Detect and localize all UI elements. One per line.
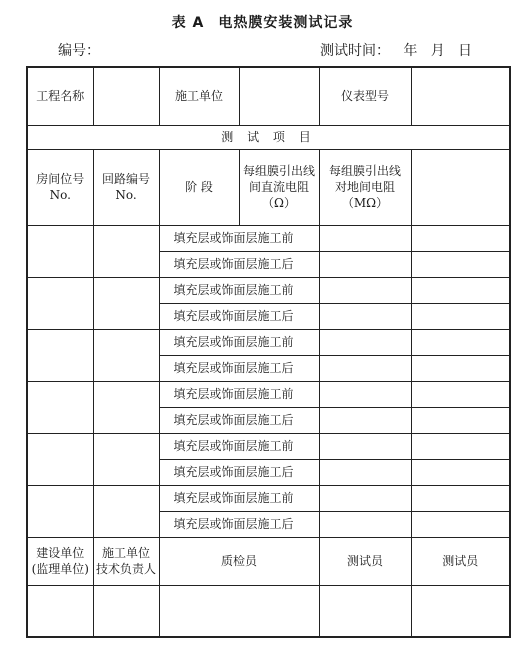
insulation-cell[interactable] [319,303,411,329]
insulation-cell[interactable] [319,407,411,433]
circuit-no-header: 回路编号 No. [93,149,159,225]
stage-after-label: 填充层或饰面层施工后 [159,407,319,433]
extra-cell[interactable] [411,459,510,485]
tech-lead-label: 施工单位 技术负责人 [93,537,159,585]
extra-cell[interactable] [411,277,510,303]
extra-cell[interactable] [411,433,510,459]
extra-cell[interactable] [411,251,510,277]
document-title [0,12,525,32]
room-no-cell[interactable] [27,433,93,485]
stage-before-label: 填充层或饰面层施工前 [159,485,319,511]
extra-cell[interactable] [411,329,510,355]
stage-before-label: 填充层或饰面层施工前 [159,381,319,407]
stage-header: 阶 段 [159,149,239,225]
owner-unit-label: 建设单位 (监理单位) [27,537,93,585]
stage-after-label: 填充层或饰面层施工后 [159,459,319,485]
stage-after-label: 填充层或饰面层施工后 [159,251,319,277]
stage-after-label: 填充层或饰面层施工后 [159,303,319,329]
tech-lead-signature-cell[interactable] [93,585,159,637]
test-record-table [26,66,511,638]
tester-signature-cell[interactable] [319,585,411,637]
circuit-no-cell[interactable] [93,277,159,329]
stage-before-label: 填充层或饰面层施工前 [159,225,319,251]
stage-before-label: 填充层或饰面层施工前 [159,277,319,303]
room-no-cell[interactable] [27,485,93,537]
insulation-cell[interactable] [319,277,411,303]
room-no-cell[interactable] [27,381,93,433]
insulation-cell[interactable] [319,329,411,355]
project-name-value[interactable] [93,67,159,125]
insulation-cell[interactable] [319,251,411,277]
extra-cell[interactable] [411,511,510,537]
extra-cell[interactable] [411,485,510,511]
room-no-header: 房间位号 No. [27,149,93,225]
construction-unit-label: 施工单位 [159,67,239,125]
insulation-cell[interactable] [319,381,411,407]
instrument-model-value[interactable] [411,67,510,125]
circuit-no-cell[interactable] [93,433,159,485]
insulation-cell[interactable] [319,225,411,251]
construction-unit-value[interactable] [239,67,319,125]
extra-cell[interactable] [411,381,510,407]
tester-signature-cell[interactable] [411,585,510,637]
circuit-no-cell[interactable] [93,381,159,433]
insulation-cell[interactable] [319,433,411,459]
extra-cell[interactable] [411,303,510,329]
test-items-header: 测 试 项 目 [27,125,510,149]
stage-after-label: 填充层或饰面层施工后 [159,511,319,537]
quality-inspector-label: 质检员 [159,537,319,585]
tester-label: 测试员 [319,537,411,585]
instrument-model-label: 仪表型号 [319,67,411,125]
dc-resistance-header: 每组膜引出线 间直流电阻 （Ω） [239,149,319,225]
number-label: 编号： [58,43,100,59]
room-no-cell[interactable] [27,225,93,277]
room-no-cell[interactable] [27,329,93,381]
insulation-cell[interactable] [319,511,411,537]
stage-before-label: 填充层或饰面层施工前 [159,433,319,459]
insulation-cell[interactable] [319,459,411,485]
owner-signature-cell[interactable] [27,585,93,637]
stage-before-label: 填充层或饰面层施工前 [159,329,319,355]
room-no-cell[interactable] [27,277,93,329]
extra-cell[interactable] [411,407,510,433]
insulation-cell[interactable] [319,355,411,381]
project-name-label: 工程名称 [27,67,93,125]
circuit-no-cell[interactable] [93,225,159,277]
blank-header [411,149,510,225]
extra-cell[interactable] [411,225,510,251]
insulation-cell[interactable] [319,485,411,511]
title-text: 电热膜安装测试记录 [218,15,354,31]
extra-cell[interactable] [411,355,510,381]
tester-label: 测试员 [411,537,510,585]
circuit-no-cell[interactable] [93,329,159,381]
table-label: 表 A [171,15,205,31]
quality-inspector-signature-cell[interactable] [159,585,319,637]
stage-after-label: 填充层或饰面层施工后 [159,355,319,381]
test-time-label: 测试时间： 年 月 日 [320,43,473,59]
circuit-no-cell[interactable] [93,485,159,537]
insulation-resistance-header: 每组膜引出线 对地间电阻 （MΩ） [319,149,411,225]
